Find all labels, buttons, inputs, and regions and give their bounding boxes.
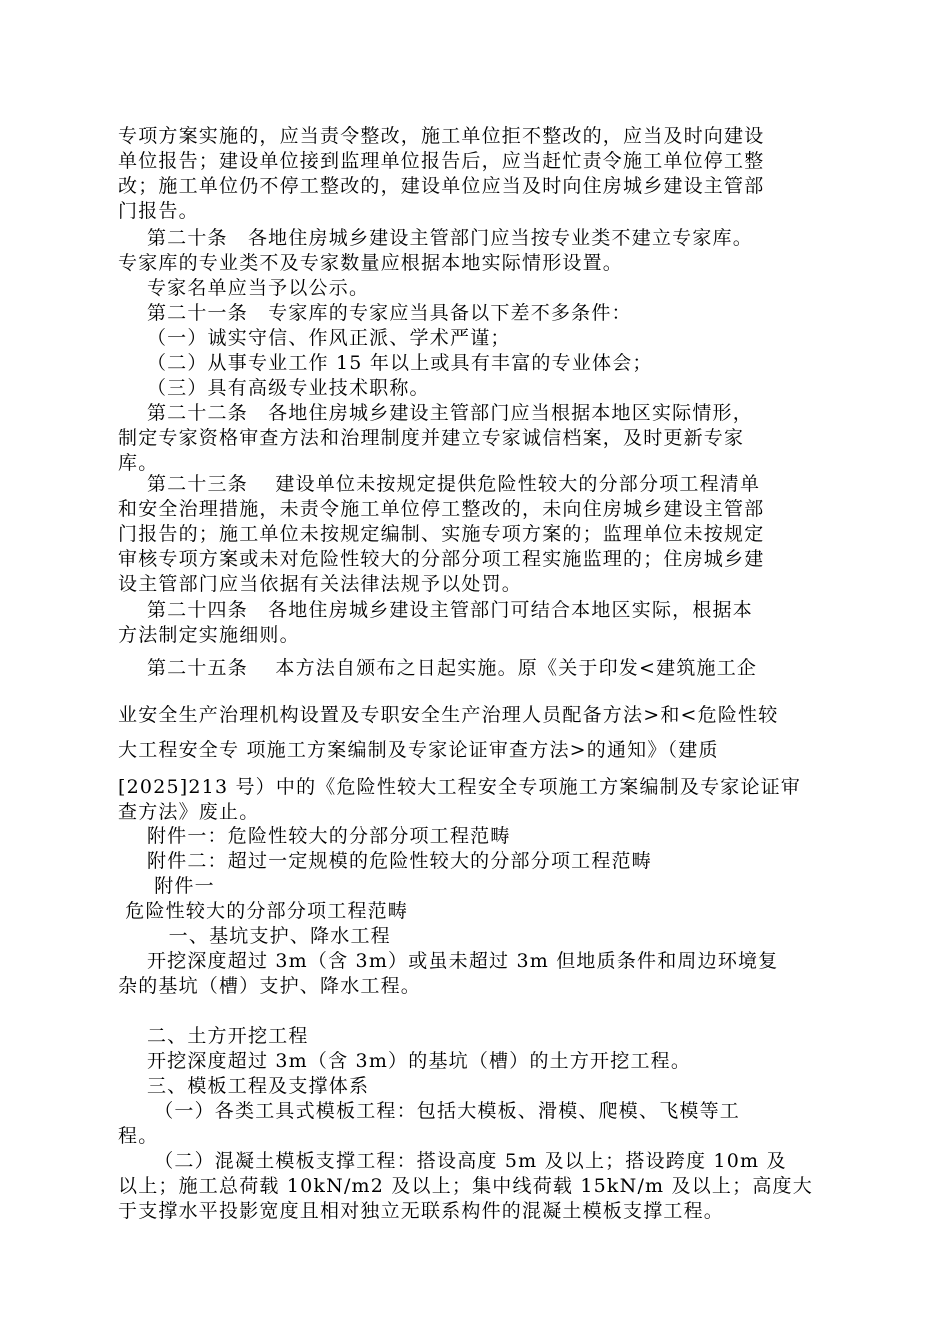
article-25-line2: 业安全生产治理机构设置及专职安全生产治理人员配备方法>和<危险性较: [118, 704, 779, 726]
item-2: （二）从事专业工作 15 年以上或具有丰富的专业体会；: [118, 352, 653, 374]
section-3-heading: 三、模板工程及支撑体系: [118, 1075, 370, 1097]
section-2-heading: 二、土方开挖工程: [118, 1025, 309, 1047]
section-3-item-1: （一）各类工具式模板工程：包括大模板、滑模、爬模、飞模等工 程。: [118, 1100, 740, 1147]
attachment-1-heading: 附件一: [118, 875, 215, 897]
section-1-heading: 一、基坑支护、降水工程: [118, 925, 391, 947]
paragraph-expert-list: 专家名单应当予以公示。: [118, 277, 370, 299]
section-3-item-2: （二）混凝土模板支撑工程：搭设高度 5m 及以上；搭设跨度 10m 及 以上；施工总荷载 10kN/m2 及以上；集中线荷载 15kN/m 及以上；高度大 于支撑水平投影宽度且相对独立无联系构件的混凝土模板支撑工程。: [118, 1150, 813, 1222]
attachment-2-ref: 附件二：超过一定规模的危险性较大的分部分项工程范畴: [118, 850, 652, 872]
attachment-1-ref: 附件一：危险性较大的分部分项工程范畴: [118, 825, 511, 847]
paragraph-1: 专项方案实施的，应当责令整改，施工单位拒不整改的，应当及时向建设 单位报告；建设单位接到监理单位报告后，应当赶忙责令施工单位停工整 改；施工单位仍不停工整改的，建设单位应当及时向住房城乡建设主管部 门报告。: [118, 125, 765, 222]
section-2-body: 开挖深度超过 3m（含 3m）的基坑（槽）的土方开挖工程。: [118, 1050, 692, 1072]
item-3: （三）具有高级专业技术职称。: [118, 377, 430, 399]
article-25-line3: 大工程安全专 项施工方案编制及专家论证审查方法>的通知》（建质: [118, 739, 719, 761]
article-23: 第二十三条 建设单位未按规定提供危险性较大的分部分项工程清单 和安全治理措施，未责令施工单位停工整改的，未向住房城乡建设主管部 门报告的；施工单位未按规定编制、实施专项方案的；监理单位未按规定 审核专项方案或未对危险性较大的分部分项工程实施监理的；住房城乡建 设主管部门应当依据有关法律法规予以处罚。: [118, 473, 765, 595]
item-1: （一）诚实守信、作风正派、学术严谨；: [118, 327, 511, 349]
article-25: 第二十五条 本方法自颁布之日起实施。原《关于印发<建筑施工企: [118, 657, 758, 679]
section-1-body: 开挖深度超过 3m（含 3m）或虽未超过 3m 但地质条件和周边环境复 杂的基坑（槽）支护、降水工程。: [118, 950, 779, 997]
article-21: 第二十一条 专家库的专家应当具备以下差不多条件：: [118, 302, 632, 324]
attachment-1-title: 危险性较大的分部分项工程范畴: [118, 900, 409, 922]
article-25-line4: [2025]213 号）中的《危险性较大工程安全专项施工方案编制及专家论证审 查方法》废止。: [118, 776, 802, 823]
article-22: 第二十二条 各地住房城乡建设主管部门应当根据本地区实际情形， 制定专家资格审查方法和治理制度并建立专家诚信档案，及时更新专家 库。: [118, 402, 753, 474]
article-20: 第二十条 各地住房城乡建设主管部门应当按专业类不建立专家库。 专家库的专业类不及专家数量应根据本地实际情形设置。: [118, 227, 753, 274]
article-24: 第二十四条 各地住房城乡建设主管部门可结合本地区实际，根据本 方法制定实施细则。: [118, 599, 753, 646]
